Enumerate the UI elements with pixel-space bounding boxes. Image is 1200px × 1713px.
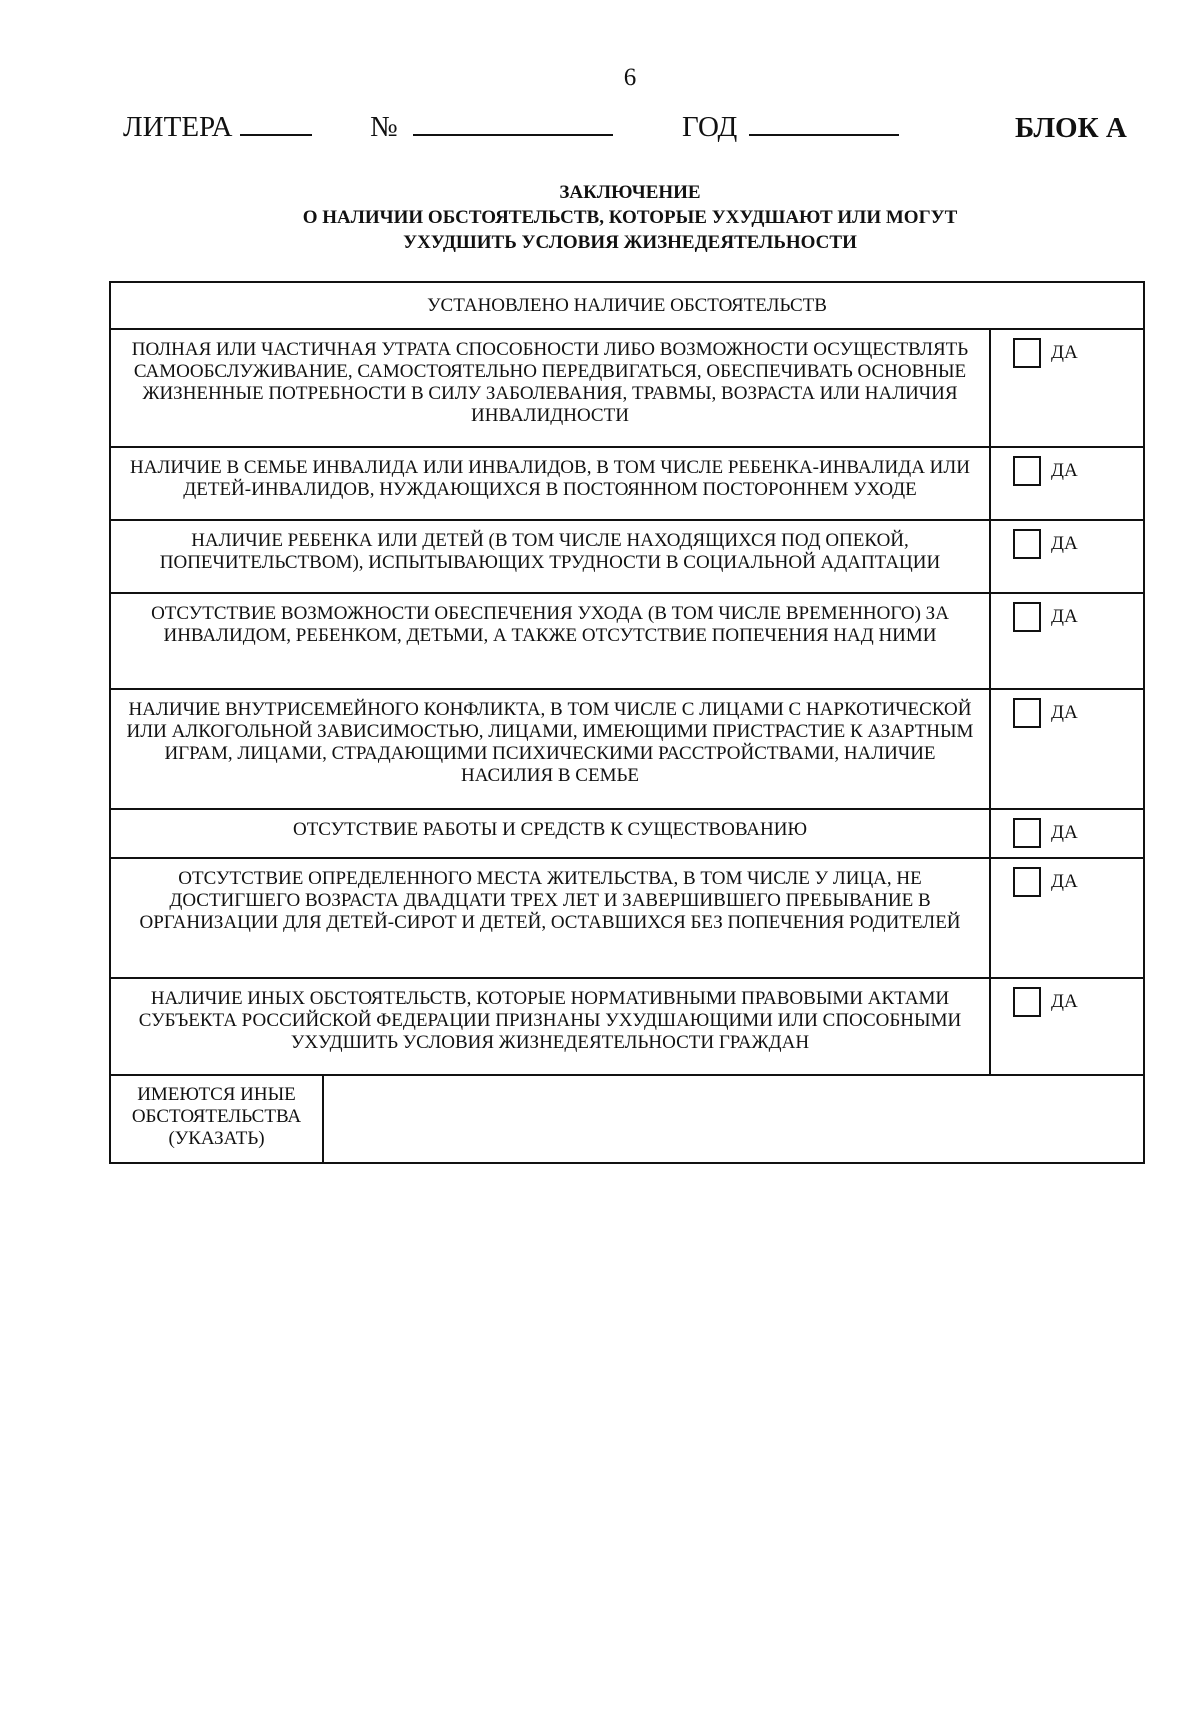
number-field xyxy=(370,108,613,144)
checkbox-label: ДА xyxy=(1051,822,1078,843)
table-row xyxy=(111,857,1143,977)
circumstances-table xyxy=(109,281,1145,1164)
table-row xyxy=(111,446,1143,519)
row-text: ОТСУТСТВИЕ РАБОТЫ И СРЕДСТВ К СУЩЕСТВОВАНИЮ xyxy=(111,810,991,857)
number-label: № xyxy=(370,111,398,143)
number-blank[interactable] xyxy=(413,108,613,136)
title-line-1: ЗАКЛЮЧЕНИЕ xyxy=(559,182,701,203)
checkbox-cell xyxy=(991,521,1143,592)
checkbox-cell xyxy=(991,330,1143,446)
title-line-3: УХУДШИТЬ УСЛОВИЯ ЖИЗНЕДЕЯТЕЛЬНОСТИ xyxy=(403,232,857,253)
table-row xyxy=(111,808,1143,857)
table-row xyxy=(111,328,1143,446)
checkbox-label: ДА xyxy=(1051,606,1078,627)
checkbox[interactable] xyxy=(1013,867,1041,897)
checkbox-label: ДА xyxy=(1051,991,1078,1012)
year-field xyxy=(682,108,899,144)
checkbox-label: ДА xyxy=(1051,342,1078,363)
checkbox[interactable] xyxy=(1013,456,1041,486)
checkbox-cell xyxy=(991,979,1143,1074)
checkbox-label: ДА xyxy=(1051,533,1078,554)
page-number: 6 xyxy=(623,64,637,91)
row-text: НАЛИЧИЕ РЕБЕНКА ИЛИ ДЕТЕЙ (В ТОМ ЧИСЛЕ НАХОДЯЩИХСЯ ПОД ОПЕКОЙ, ПОПЕЧИТЕЛЬСТВОМ), ИСПЫТЫВАЮЩИХ ТРУДНОСТИ В СОЦИАЛЬНОЙ АДАПТАЦИИ xyxy=(111,521,991,592)
row-text: ОТСУТСТВИЕ ОПРЕДЕЛЕННОГО МЕСТА ЖИТЕЛЬСТВА, В ТОМ ЧИСЛЕ У ЛИЦА, НЕ ДОСТИГШЕГО ВОЗРАСТА ДВАДЦАТИ ТРЕХ ЛЕТ И ЗАВЕРШИВШЕГО ПРЕБЫВАНИЕ В ОРГАНИЗАЦИИ ДЛЯ ДЕТЕЙ-СИРОТ И ДЕТЕЙ, ОСТАВШИХСЯ БЕЗ ПОПЕЧЕНИЯ РОДИТЕЛЕЙ xyxy=(111,859,991,977)
checkbox-label: ДА xyxy=(1051,871,1078,892)
other-circumstances-label: ИМЕЮТСЯ ИНЫЕ ОБСТОЯТЕЛЬСТВА (УКАЗАТЬ) xyxy=(111,1076,324,1162)
table-row xyxy=(111,977,1143,1074)
table-row xyxy=(111,592,1143,688)
litera-blank[interactable] xyxy=(240,108,312,136)
checkbox[interactable] xyxy=(1013,698,1041,728)
checkbox-cell xyxy=(991,594,1143,688)
row-text: ОТСУТСТВИЕ ВОЗМОЖНОСТИ ОБЕСПЕЧЕНИЯ УХОДА (В ТОМ ЧИСЛЕ ВРЕМЕННОГО) ЗА ИНВАЛИДОМ, РЕБЕНКОМ, ДЕТЬМИ, А ТАКЖЕ ОТСУТСТВИЕ ПОПЕЧЕНИЯ НАД НИМИ xyxy=(111,594,991,688)
row-text: НАЛИЧИЕ В СЕМЬЕ ИНВАЛИДА ИЛИ ИНВАЛИДОВ, В ТОМ ЧИСЛЕ РЕБЕНКА-ИНВАЛИДА ИЛИ ДЕТЕЙ-ИНВАЛИДОВ, НУЖДАЮЩИХСЯ В ПОСТОЯННОМ ПОСТОРОННЕМ УХОДЕ xyxy=(111,448,991,519)
checkbox[interactable] xyxy=(1013,338,1041,368)
checkbox-cell xyxy=(991,448,1143,519)
other-circumstances-row xyxy=(111,1074,1143,1162)
document-title xyxy=(230,180,1030,255)
year-label: ГОД xyxy=(682,111,738,143)
checkbox[interactable] xyxy=(1013,529,1041,559)
checkbox-label: ДА xyxy=(1051,702,1078,723)
checkbox-cell xyxy=(991,859,1143,977)
checkbox-cell xyxy=(991,810,1143,857)
table-row xyxy=(111,519,1143,592)
title-line-2: О НАЛИЧИИ ОБСТОЯТЕЛЬСТВ, КОТОРЫЕ УХУДШАЮТ ИЛИ МОГУТ xyxy=(302,207,958,228)
checkbox-cell xyxy=(991,690,1143,808)
checkbox-label: ДА xyxy=(1051,460,1078,481)
checkbox[interactable] xyxy=(1013,987,1041,1017)
table-header: УСТАНОВЛЕНО НАЛИЧИЕ ОБСТОЯТЕЛЬСТВ xyxy=(427,294,827,316)
table-row xyxy=(111,688,1143,808)
checkbox[interactable] xyxy=(1013,818,1041,848)
year-blank[interactable] xyxy=(749,108,899,136)
row-text: ПОЛНАЯ ИЛИ ЧАСТИЧНАЯ УТРАТА СПОСОБНОСТИ ЛИБО ВОЗМОЖНОСТИ ОСУЩЕСТВЛЯТЬ САМООБСЛУЖИВАНИЕ, САМОСТОЯТЕЛЬНО ПЕРЕДВИГАТЬСЯ, ОБЕСПЕЧИВАТЬ ОСНОВНЫЕ ЖИЗНЕННЫЕ ПОТРЕБНОСТИ В СИЛУ ЗАБОЛЕВАНИЯ, ТРАВМЫ, ВОЗРАСТА ИЛИ НАЛИЧИЯ ИНВАЛИДНОСТИ xyxy=(111,330,991,446)
row-text: НАЛИЧИЕ ИНЫХ ОБСТОЯТЕЛЬСТВ, КОТОРЫЕ НОРМАТИВНЫМИ ПРАВОВЫМИ АКТАМИ СУБЪЕКТА РОССИЙСКОЙ ФЕДЕРАЦИИ ПРИЗНАНЫ УХУДШАЮЩИМИ ИЛИ СПОСОБНЫМИ УХУДШИТЬ УСЛОВИЯ ЖИЗНЕДЕЯТЕЛЬНОСТИ ГРАЖДАН xyxy=(111,979,991,1074)
checkbox[interactable] xyxy=(1013,602,1041,632)
row-text: НАЛИЧИЕ ВНУТРИСЕМЕЙНОГО КОНФЛИКТА, В ТОМ ЧИСЛЕ С ЛИЦАМИ С НАРКОТИЧЕСКОЙ ИЛИ АЛКОГОЛЬНОЙ ЗАВИСИМОСТЬЮ, ЛИЦАМИ, ИМЕЮЩИМИ ПРИСТРАСТИЕ К АЗАРТНЫМ ИГРАМ, ЛИЦАМИ, СТРАДАЮЩИМИ ПСИХИЧЕСКИМИ РАССТРОЙСТВАМИ, НАЛИЧИЕ НАСИЛИЯ В СЕМЬЕ xyxy=(111,690,991,808)
litera-label: ЛИТЕРА xyxy=(123,111,233,143)
litera-field xyxy=(123,108,312,144)
block-label: БЛОК А xyxy=(1015,112,1127,144)
other-circumstances-input[interactable] xyxy=(324,1076,1143,1162)
